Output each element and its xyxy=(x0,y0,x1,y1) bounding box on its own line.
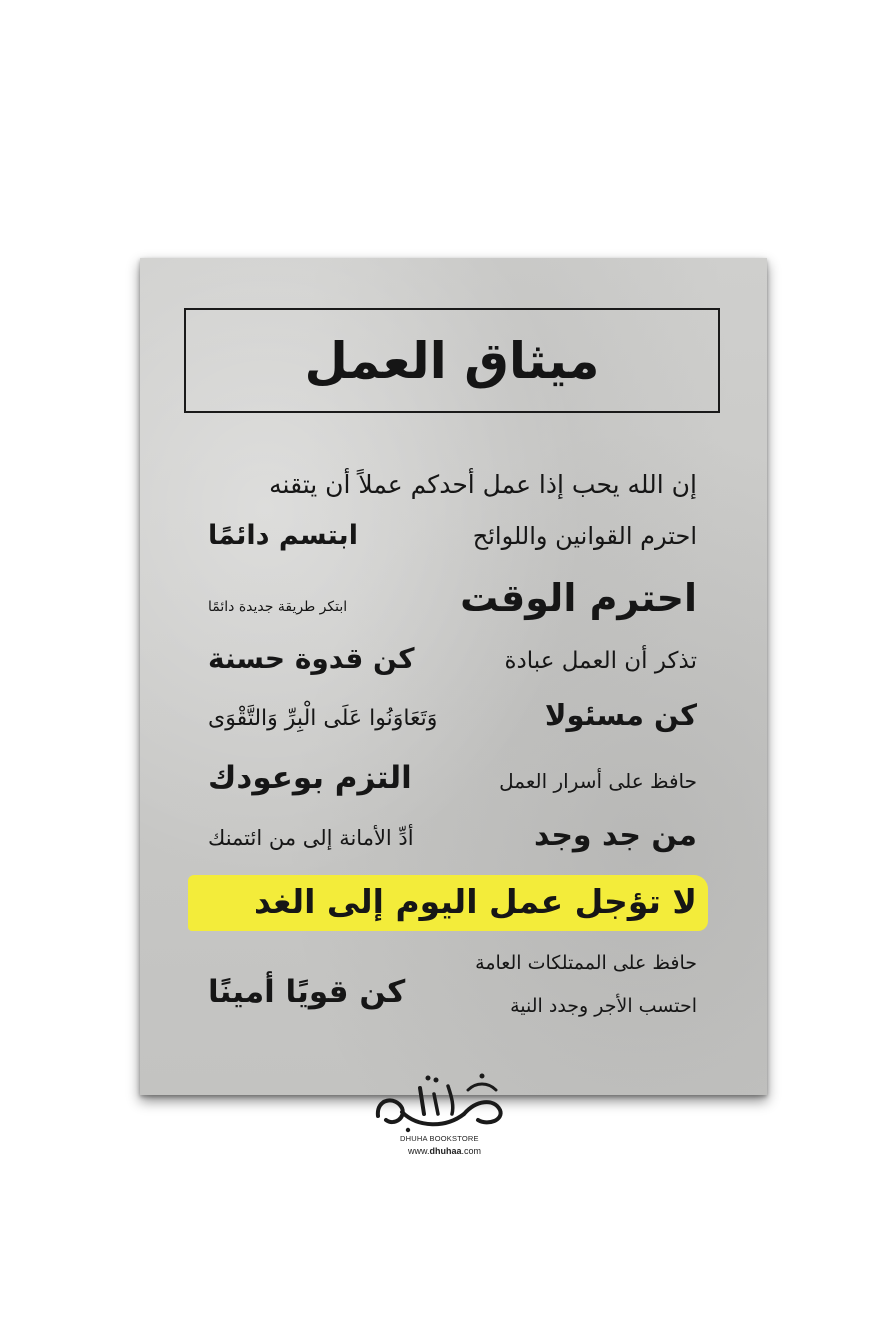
respect-time-text: احترم الوقت xyxy=(460,576,697,620)
charter-line-3 xyxy=(208,576,697,620)
charter-line-8 xyxy=(208,882,697,921)
be-responsible-text: كن مسئولا xyxy=(544,698,697,732)
respect-rules-text: احترم القوانين واللوائح xyxy=(472,522,697,550)
trust-text: أدِّ الأمانة إلى من ائتمنك xyxy=(208,826,414,850)
no-procrastination-text: لا تؤجل عمل اليوم إلى الغد xyxy=(254,882,697,921)
poster xyxy=(140,258,767,1095)
public-property-text: حافظ على الممتلكات العامة xyxy=(475,952,697,974)
keep-secrets-text: حافظ على أسرار العمل xyxy=(499,769,697,793)
work-worship-text: تذكر أن العمل عبادة xyxy=(504,648,697,674)
innovate-text: ابتكر طريقة جديدة دائمًا xyxy=(208,599,348,615)
title-frame xyxy=(184,308,720,413)
role-model-text: كن قدوة حسنة xyxy=(208,642,415,675)
quran-verse-text: وَتَعَاوَنُوا عَلَى الْبِرِّ وَالتَّقْوَى xyxy=(208,706,438,731)
bookstore-logo xyxy=(368,1068,528,1168)
poster-title: ميثاق العمل xyxy=(304,331,600,390)
intention-text: احتسب الأجر وجدد النية xyxy=(510,995,697,1017)
diligence-text: من جد وجد xyxy=(533,818,697,853)
charter-line-7 xyxy=(208,818,697,853)
url-brand: dhuhaa xyxy=(429,1146,462,1156)
logo-url xyxy=(408,1146,481,1156)
hadith-text: إن الله يحب إذا عمل أحدكم عملاً أن يتقنه xyxy=(269,470,697,499)
charter-line-10 xyxy=(208,974,697,1020)
logo-subtitle: DHUHA BOOKSTORE xyxy=(400,1134,479,1143)
charter-line-4 xyxy=(208,642,697,675)
charter-line-9 xyxy=(208,952,697,974)
keep-promises-text: التزم بوعودك xyxy=(208,760,412,796)
smile-text: ابتسم دائمًا xyxy=(208,520,358,551)
charter-line-1 xyxy=(208,470,697,499)
url-suffix: .com xyxy=(461,1146,482,1156)
charter-line-5 xyxy=(208,698,697,732)
url-prefix: www. xyxy=(408,1146,430,1156)
charter-line-2 xyxy=(208,520,697,551)
strong-trustworthy-text: كن قويًا أمينًا xyxy=(208,974,406,1010)
charter-line-6 xyxy=(208,760,697,796)
calligraphy-logo-icon xyxy=(368,1068,518,1138)
